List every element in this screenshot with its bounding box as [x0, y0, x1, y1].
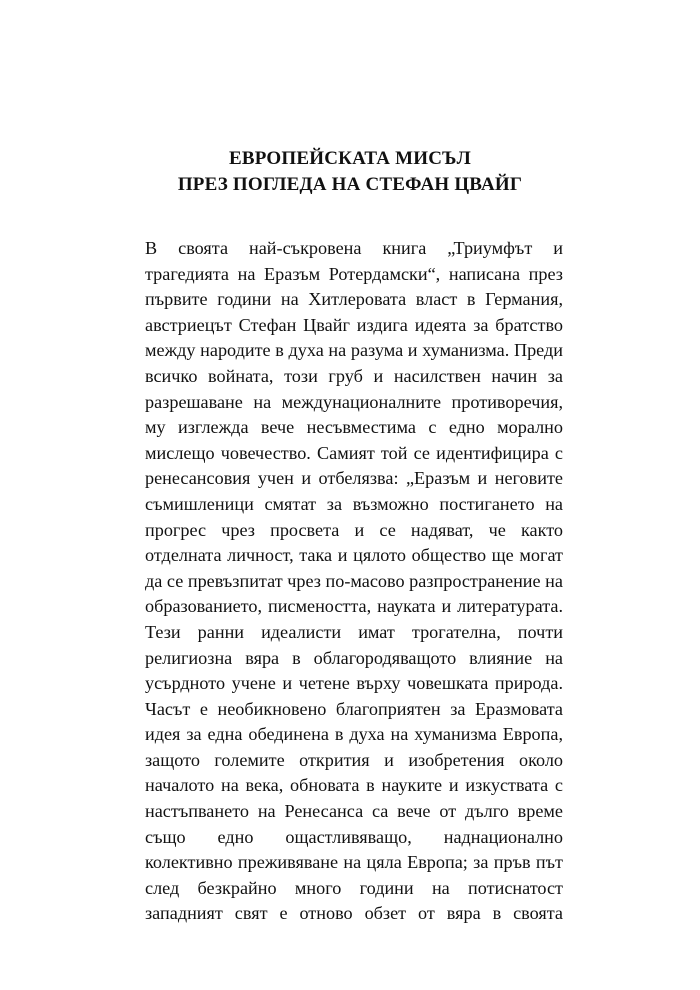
text-line: след безкрайно много години на потиснатост	[145, 877, 563, 898]
text-line: съмишленици смятат за възможно постигането на	[145, 493, 563, 514]
text-line: образованието, писмеността, науката и литературата.	[145, 596, 563, 617]
text-line: отделната личност, така и цялото общество ще могат	[145, 545, 563, 566]
page-title	[0, 146, 700, 198]
text-line: също едно ощастливяващо, наднационално	[145, 826, 563, 847]
text-line: Часът е необикновено благоприятен за Еразмовата	[145, 698, 563, 719]
text-line: западният свят е отново обзет от вяра в своята	[145, 903, 563, 924]
text-line: ренесансовия учен и отбелязва: „Еразъм и неговите	[145, 468, 563, 489]
title-line-1: ЕВРОПЕЙСКАТА МИСЪЛ	[228, 148, 472, 169]
body-paragraph	[145, 236, 563, 927]
text-line: австриецът Стефан Цвайг издига идеята за братство	[145, 314, 563, 335]
text-line: да се превъзпитат чрез по-масово разпространение на	[145, 570, 563, 591]
text-line: началото на века, обновата в науките и изкуствата с	[145, 775, 563, 796]
text-line: мислещо човечество. Самият той се идентифицира с	[145, 442, 563, 463]
text-line: Тези ранни идеалисти имат трогателна, почти	[145, 621, 563, 642]
text-line: колективно преживяване на цяла Европа; за пръв път	[145, 852, 563, 873]
text-line: разрешаване на междунационалните противоречия,	[145, 391, 563, 412]
text-line: първите години на Хитлеровата власт в Германия,	[145, 289, 563, 310]
text-line: прогрес чрез просвета и се надяват, че както	[145, 519, 563, 540]
text-line: трагедията на Еразъм Ротердамски“, написана през	[145, 263, 563, 284]
text-line: защото големите открития и изобретения около	[145, 749, 563, 770]
text-line: между народите в духа на разума и хуманизма. Преди	[145, 340, 563, 361]
text-line: усърдното учене и четене върху човешката природа.	[145, 673, 563, 694]
text-line: му изглежда вече несъвместима с едно морално	[145, 417, 563, 438]
text-line: В своята най-съкровена книга „Триумфът и	[145, 238, 563, 258]
text-line: идея за една обединена в духа на хуманизма Европа,	[145, 724, 563, 745]
text-line: религиозна вяра в облагородяващото влияние на	[145, 647, 563, 668]
text-line: настъпването на Ренесанса са вече от дълго време	[145, 801, 563, 822]
text-line: всичко войната, този груб и насилствен начин за	[145, 365, 563, 386]
title-line-2: ПРЕЗ ПОГЛЕДА НА СТЕФАН ЦВАЙГ	[177, 174, 523, 195]
